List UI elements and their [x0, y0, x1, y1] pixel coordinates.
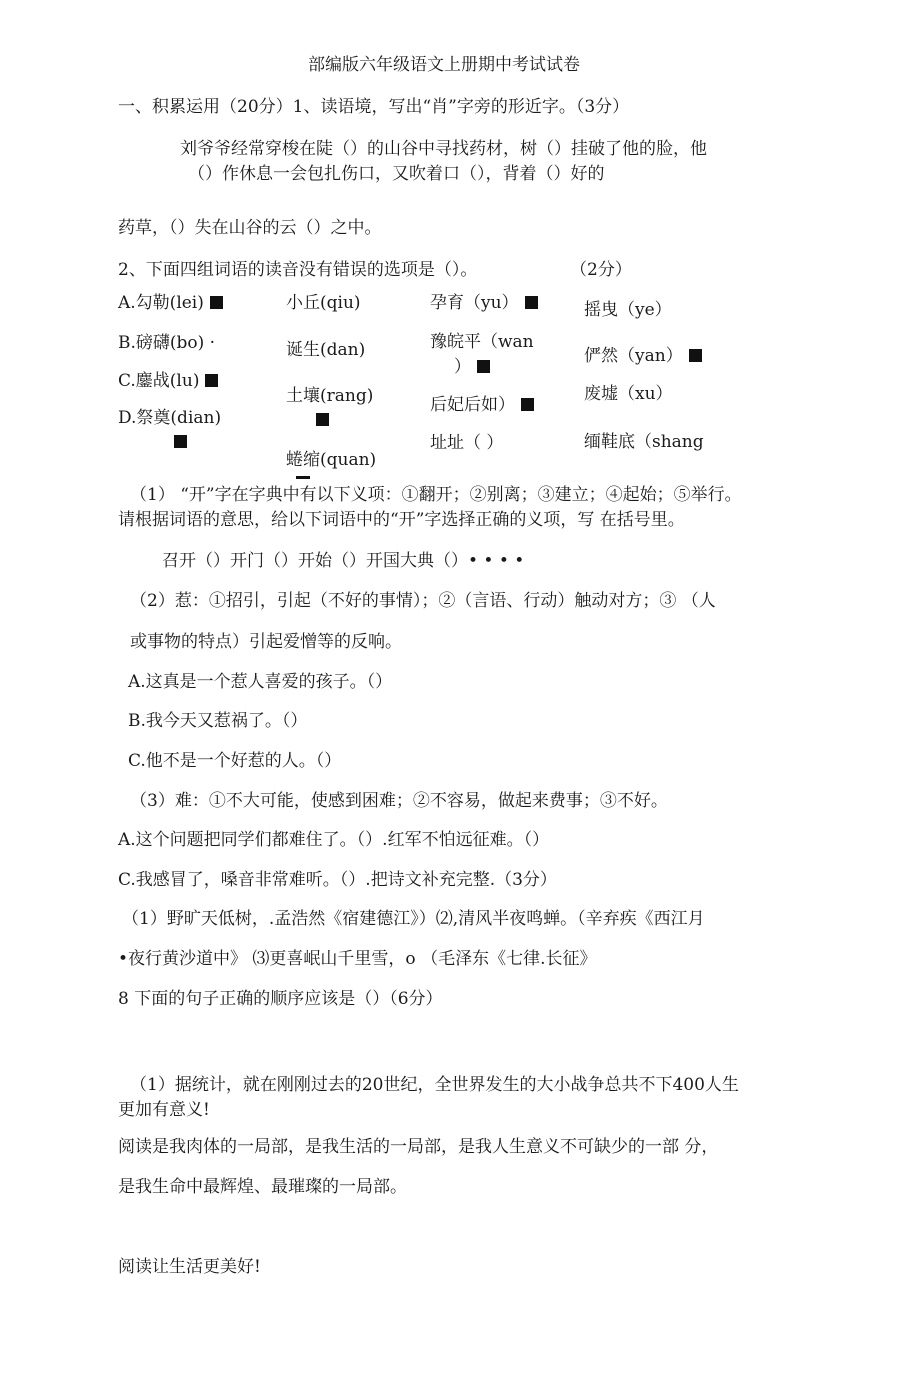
square-mark-icon — [689, 349, 702, 362]
q3-part3: （3）难：①不大可能，使感到困难；②不容易，做起来费事；③不好。 — [130, 791, 668, 811]
q3-part1-line-2: 请根据词语的意思，给以下词语中的“开”字选择正确的义项，写 在括号里。 — [118, 510, 685, 530]
square-mark-icon — [205, 374, 218, 387]
poem-line-1: （1）野旷天低树，.孟浩然《宿建德江》）⑵,清风半夜鸣蝉。（辛弃疾《西江月 — [122, 909, 705, 929]
square-mark-icon — [174, 435, 187, 448]
option-d-word-2: 蜷缩(quan) — [286, 450, 377, 470]
reading-p1-line-1: （1）据统计，就在刚刚过去的20世纪，全世界发生的大小战争总共不下400人生 — [130, 1075, 739, 1095]
section1-heading: 一、积累运用（20分）1、读语境，写出“肖”字旁的形近字。（3分） — [118, 97, 630, 117]
q2-points: （2分） — [570, 260, 632, 280]
poem-line-2: •夜行黄沙道中》 ⑶更喜岷山千里雪，o （毛泽东《七律.长征》 — [118, 949, 597, 969]
page-title: 部编版六年级语文上册期中考试试卷 — [308, 55, 580, 75]
cutoff-word-1: 址址（ ） — [430, 433, 504, 453]
square-mark-icon — [525, 296, 538, 309]
option-c-word-3: 后妃后如） — [430, 394, 534, 416]
square-mark-icon — [477, 360, 490, 373]
option-b-word-4: 俨然（yan） — [584, 345, 702, 367]
reading-p1-line-2: 更加有意义! — [118, 1100, 210, 1120]
q3-part1-line-1: （1） “开”字在字典中有以下义项：①翻开；②别离；③建立；④起始；⑤举行。 — [130, 485, 742, 505]
q3-part2-item-c: C.他不是一个好惹的人。（） — [128, 751, 342, 771]
square-mark-icon — [210, 296, 223, 309]
q3-part2-line-2: 或事物的特点）引起爱憎等的反响。 — [130, 632, 402, 652]
option-c-word-4: 废墟（xu） — [584, 384, 673, 404]
option-a-word-2: 小丘(qiu) — [286, 293, 361, 313]
option-b-word-2: 诞生(dan) — [286, 340, 366, 360]
passage-line-1: 刘爷爷经常穿梭在陡（）的山谷中寻找药材，树（）挂破了他的脸，他 — [180, 139, 707, 159]
q3-part2-line-1: （2）惹：①招引，引起（不好的事情）；②（言语、行动）触动对方；③ （人 — [130, 591, 716, 611]
reading-p2-line-2: 是我生命中最辉煌、最璀璨的一局部。 — [118, 1177, 407, 1197]
option-b-word-3-tail: ） — [454, 356, 490, 378]
q3-part2-item-a: A.这真是一个惹人喜爱的孩子。（） — [128, 672, 393, 692]
square-mark-icon — [316, 413, 329, 426]
option-a-word-1: A.勾勒(lei) — [118, 292, 223, 314]
option-d-word-1: D.祭奠(dian) — [118, 408, 222, 428]
q2-question: 2、下面四组词语的读音没有错误的选项是（）。 — [118, 260, 478, 280]
option-c-word-2: 土壤(rang) — [286, 386, 374, 406]
passage-line-2: （）作休息一会包扎伤口，又吹着口（），背着（）好的 — [188, 164, 605, 184]
cutoff-word-2: 缅鞋底（shang — [584, 432, 704, 452]
option-b-word-1: B.磅礴(bo) · — [118, 333, 216, 353]
option-a-word-3: 孕育（yu） — [430, 292, 538, 314]
passage-line-3: 药草，（）失在山谷的云（）之中。 — [118, 218, 382, 238]
square-mark-icon — [521, 398, 534, 411]
q3-part3-item-1: A.这个问题把同学们都难住了。（）.红军不怕远征难。（） — [118, 830, 550, 850]
q3-words: 召开（）开门（）开始（）开国大典（）• • • • — [162, 551, 525, 571]
reading-p2-line-1: 阅读是我肉体的一局部，是我生活的一局部，是我人生意义不可缺少的一部 分， — [118, 1137, 719, 1157]
reading-p3: 阅读让生活更美好! — [118, 1257, 261, 1277]
q3-part3-item-2: C.我感冒了，嗓音非常难听。（）.把诗文补充完整.（3分） — [118, 870, 557, 890]
option-a-word-4: 摇曳（ye） — [584, 300, 672, 320]
option-c-word-1: C.鏖战(lu) — [118, 370, 218, 392]
q3-part2-item-b: B.我今天又惹祸了。（） — [128, 711, 308, 731]
dash-mark — [296, 476, 310, 479]
q8-question: 8 下面的句子正确的顺序应该是（）（6分） — [118, 989, 443, 1009]
option-b-word-3: 豫皖平（wan — [430, 332, 534, 352]
